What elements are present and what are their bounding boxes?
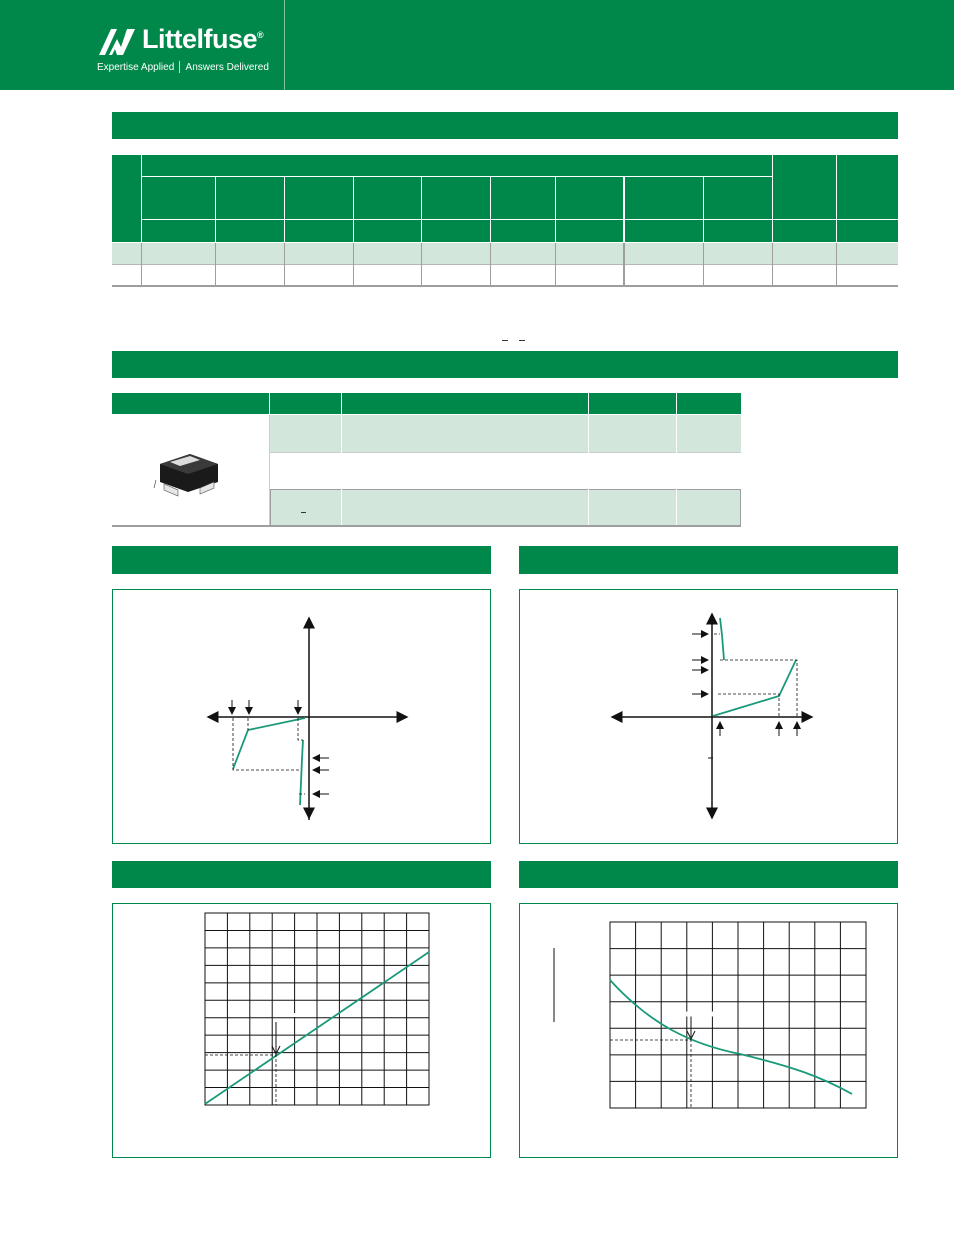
rising-curve-chart bbox=[113, 904, 490, 1157]
section-bar-graph-3 bbox=[112, 861, 491, 888]
section-bar-graph-4 bbox=[519, 861, 898, 888]
ratings-table-header bbox=[112, 155, 898, 242]
iv-curve-negative-diagram bbox=[113, 590, 490, 843]
table-row bbox=[112, 285, 898, 287]
section-bar-graph-1 bbox=[112, 546, 491, 574]
graph-box-4 bbox=[519, 903, 898, 1158]
table-row bbox=[112, 243, 898, 264]
package-table-header bbox=[112, 393, 741, 414]
graph-box-3 bbox=[112, 903, 491, 1158]
graph-box-2 bbox=[519, 589, 898, 844]
header-divider bbox=[284, 0, 285, 90]
section-bar-ratings bbox=[112, 112, 898, 139]
graph-box-1 bbox=[112, 589, 491, 844]
section-bar-package bbox=[112, 351, 898, 378]
brand-tagline: Expertise Applied │ Answers Delivered bbox=[97, 62, 269, 73]
falling-curve-chart bbox=[520, 904, 897, 1157]
smd-package-icon bbox=[150, 448, 230, 504]
iv-curve-positive-diagram bbox=[520, 590, 897, 843]
section-bar-graph-2 bbox=[519, 546, 898, 574]
littelfuse-logo-icon bbox=[97, 25, 137, 57]
brand-name: Littelfuse® bbox=[142, 24, 264, 54]
